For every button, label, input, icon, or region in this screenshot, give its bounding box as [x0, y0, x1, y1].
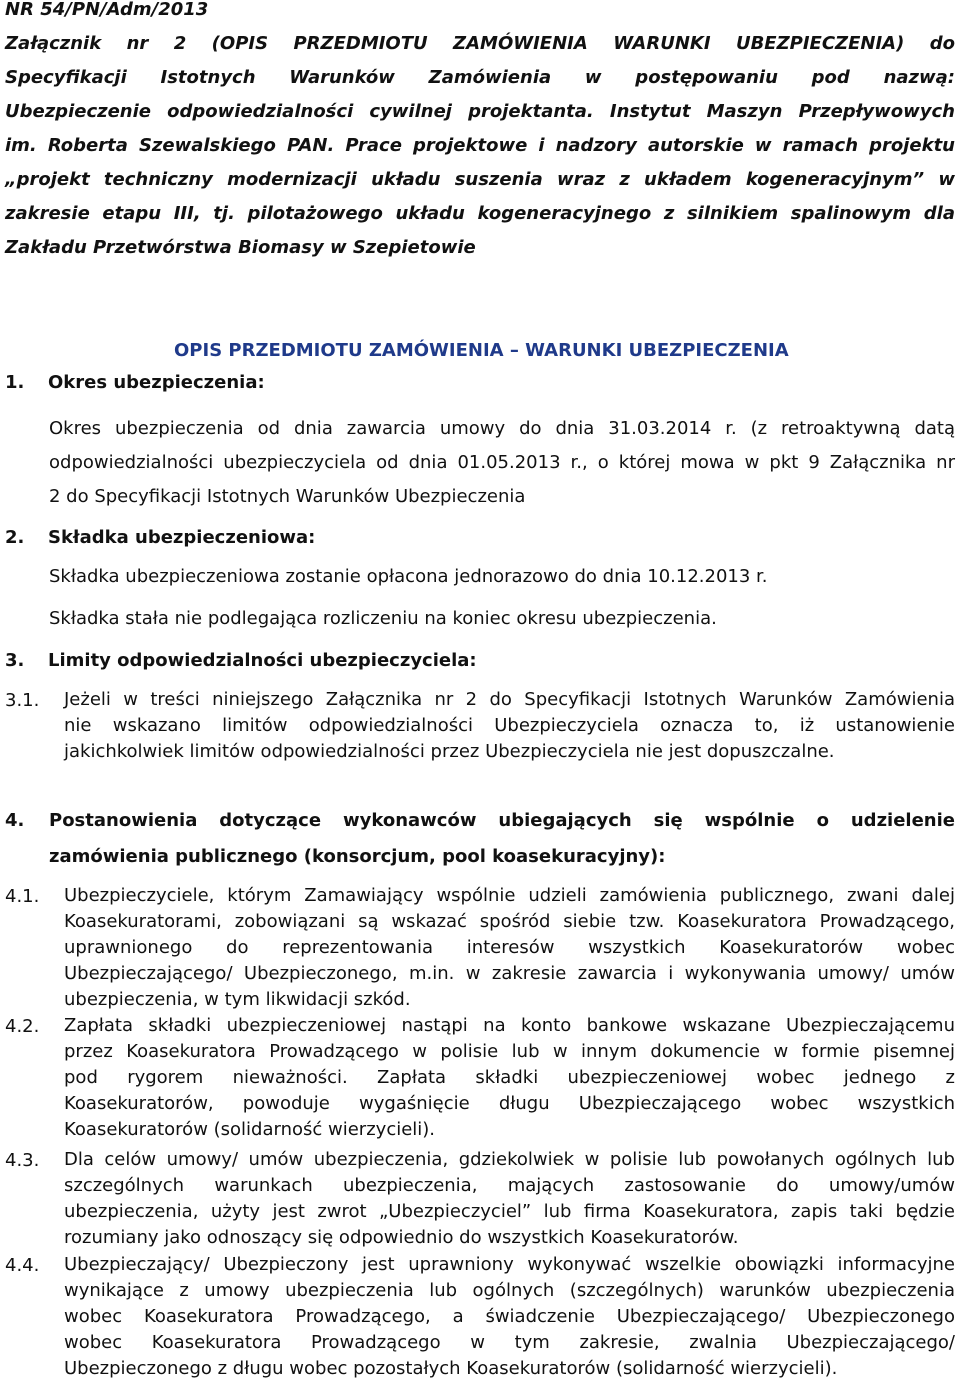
- section-title: [49, 803, 955, 875]
- paragraph-number: 4.2.: [5, 1016, 40, 1037]
- reference-number: NR 54/PN/Adm/2013: [5, 0, 209, 20]
- paragraph-line: przez Koasekuratora Prowadzącego w polisie lub w innym dokumencie w formie pisemnej: [64, 1041, 955, 1062]
- section-title-line: Postanowienia dotyczące wykonawców ubiegających się wspólnie o udzielenie: [49, 810, 955, 831]
- paragraph-line: Okres ubezpieczenia od dnia zawarcia umowy do dnia 31.03.2014 r. (z retroaktywną datą: [49, 418, 955, 439]
- section-title: Limity odpowiedzialności ubezpieczyciela:: [48, 650, 477, 671]
- paragraph-line: ubezpieczenia, użyty jest zwrot „Ubezpieczyciel” lub firma Koasekuratora, zapis taki będzie: [64, 1201, 955, 1222]
- section-heading: [5, 650, 477, 671]
- header-line: zakresie etapu III, tj. pilotażowego układu kogeneracyjnego z silnikiem spalinowym dla: [5, 203, 955, 224]
- section-number: 3.: [5, 650, 25, 671]
- header-line: Załącznik nr 2 (OPIS PRZEDMIOTU ZAMÓWIENIA WARUNKI UBEZPIECZENIA) do: [5, 33, 955, 54]
- paragraph-line: Składka ubezpieczeniowa zostanie opłacona jednorazowo do dnia 10.12.2013 r.: [49, 566, 768, 587]
- section-heading: [5, 372, 265, 393]
- paragraph-line: Koasekuratorów, powoduje wygaśnięcie długu Ubezpieczającego wobec wszystkich: [64, 1093, 955, 1114]
- paragraph-line: Ubezpieczonego z długu wobec pozostałych Koasekuratorów (solidarność wierzycieli).: [64, 1358, 838, 1379]
- header-line: Ubezpieczenie odpowiedzialności cywilnej projektanta. Instytut Maszyn Przepływowych: [5, 101, 955, 122]
- paragraph-line: odpowiedzialności ubezpieczyciela od dnia 01.05.2013 r., o której mowa w pkt 9 Załącznika nr: [49, 452, 955, 473]
- paragraph-line: szczególnych warunkach ubezpieczenia, mających zastosowanie do umowy/umów: [64, 1175, 955, 1196]
- paragraph-line: Ubezpieczającego/ Ubezpieczonego, m.in. w zakresie zawarcia i wykonywania umowy/ umów: [64, 963, 955, 984]
- section-number: 2.: [5, 527, 25, 548]
- paragraph-line: ubezpieczenia, w tym likwidacji szkód.: [64, 989, 411, 1010]
- paragraph-number: 4.4.: [5, 1255, 40, 1276]
- paragraph-line: Koasekuratorów (solidarność wierzycieli).: [64, 1119, 436, 1140]
- paragraph-line: 2 do Specyfikacji Istotnych Warunków Ubezpieczenia: [49, 486, 526, 507]
- paragraph-line: pod rygorem nieważności. Zapłata składki ubezpieczeniowej wobec jednego z: [64, 1067, 955, 1088]
- paragraph: [64, 1252, 955, 1382]
- section-title: Okres ubezpieczenia:: [48, 372, 265, 393]
- paragraph-line: nie wskazano limitów odpowiedzialności Ubezpieczyciela oznacza to, iż ustanowienie: [64, 715, 955, 736]
- section-number: 4.: [5, 810, 25, 831]
- paragraph-number: 4.3.: [5, 1150, 40, 1171]
- paragraph-line: Zapłata składki ubezpieczeniowej nastąpi na konto bankowe wskazane Ubezpieczającemu: [64, 1015, 955, 1036]
- section-title: Składka ubezpieczeniowa:: [48, 527, 316, 548]
- paragraph-line: Koasekuratorami, zobowiązani są wskazać spośród siebie tzw. Koasekuratora Prowadzącego,: [64, 911, 955, 932]
- section-heading: [5, 810, 48, 831]
- paragraph-line: rozumiany jako odnoszący się odpowiednio do wszystkich Koasekuratorów.: [64, 1227, 739, 1248]
- paragraph-line: Ubezpieczyciele, którym Zamawiający wspólnie udzieli zamówienia publicznego, zwani dalej: [64, 885, 955, 906]
- section-title-line: zamówienia publicznego (konsorcjum, pool koasekuracyjny):: [49, 846, 666, 867]
- paragraph-number: 4.1.: [5, 886, 40, 907]
- paragraph-line: uprawnionego do reprezentowania interesów wszystkich Koasekuratorów wobec: [64, 937, 955, 958]
- paragraph-line: jakichkolwiek limitów odpowiedzialności przez Ubezpieczyciela nie jest dopuszczalne.: [64, 741, 835, 762]
- paragraph-line: wobec Koasekuratora Prowadzącego, a świadczenie Ubezpieczającego/ Ubezpieczonego: [64, 1306, 955, 1327]
- document-title: OPIS PRZEDMIOTU ZAMÓWIENIA – WARUNKI UBEZPIECZENIA: [174, 340, 789, 361]
- header-line: im. Roberta Szewalskiego PAN. Prace projektowe i nadzory autorskie w ramach projektu: [5, 135, 955, 156]
- paragraph-line: wobec Koasekuratora Prowadzącego w tym zakresie, zwalnia Ubezpieczającego/: [64, 1332, 955, 1353]
- section-heading: [5, 527, 315, 548]
- document-header: [5, 0, 955, 265]
- header-line: Specyfikacji Istotnych Warunków Zamówienia w postępowaniu pod nazwą:: [5, 67, 955, 88]
- paragraph-line: Ubezpieczający/ Ubezpieczony jest uprawniony wykonywać wszelkie obowiązki informacyjne: [64, 1254, 955, 1275]
- paragraph-line: wynikające z umowy ubezpieczenia lub ogólnych (szczególnych) warunków ubezpieczenia: [64, 1280, 955, 1301]
- paragraph-number: 3.1.: [5, 690, 40, 711]
- paragraph: [64, 1013, 955, 1143]
- paragraph: [64, 687, 955, 765]
- paragraph: [64, 1147, 955, 1251]
- section-number: 1.: [5, 372, 25, 393]
- header-line: „projekt techniczny modernizacji układu suszenia wraz z układem kogeneracyjnym” w: [5, 169, 955, 190]
- paragraph: [64, 883, 955, 1013]
- paragraph-line: Jeżeli w treści niniejszego Załącznika nr 2 do Specyfikacji Istotnych Warunków Zamówienia: [64, 689, 955, 710]
- header-line: Zakładu Przetwórstwa Biomasy w Szepietowie: [5, 237, 476, 258]
- paragraph-line: Składka stała nie podlegająca rozliczeniu na koniec okresu ubezpieczenia.: [49, 608, 717, 629]
- paragraph-line: Dla celów umowy/ umów ubezpieczenia, gdziekolwiek w polisie lub powołanych ogólnych lub: [64, 1149, 955, 1170]
